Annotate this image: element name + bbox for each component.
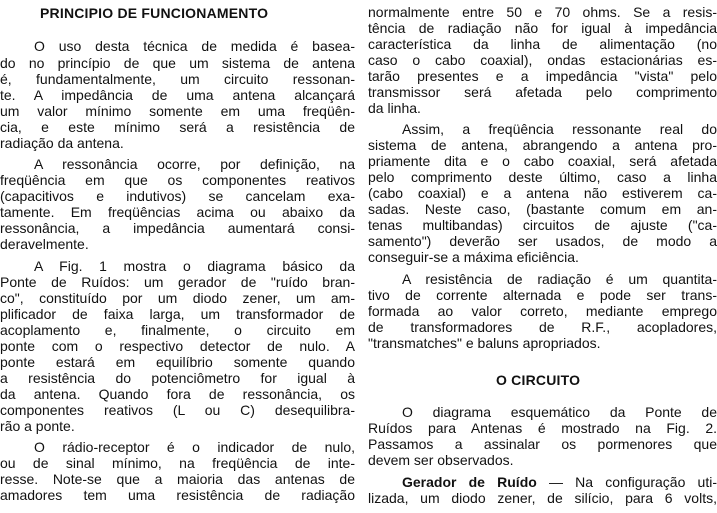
- text-line: conseguir-se a máxima eficiência.: [368, 249, 579, 265]
- text-line: co", constituído por um diodo zener, um am-: [0, 290, 355, 306]
- text-line: O uso desta técnica de medida é basea-: [34, 38, 355, 54]
- text-line: A ressonância ocorre, por definição, na: [34, 156, 355, 172]
- text-line: resse. Note-se que a maioria das antenas de: [0, 471, 355, 487]
- text-line: deravelmente.: [0, 236, 89, 252]
- text-line: devem ser observados.: [368, 452, 514, 468]
- text-line: caso o cabo coaxial), ondas estacionárias es-: [368, 52, 717, 68]
- text-line: A Fig. 1 mostra o diagrama básico da: [34, 258, 355, 274]
- text-line: (cabo coaxial) e a antena não estiverem ca-: [368, 185, 717, 201]
- text-line: sistema de antena, abrangendo a antena pro-: [368, 137, 717, 153]
- section-heading-principio: PRINCIPIO DE FUNCIONAMENTO: [40, 5, 269, 21]
- text-line: acoplamento e, finalmente, o circuito em: [0, 322, 355, 338]
- text-line: rão a ponte.: [0, 418, 75, 434]
- text-line: O rádio-receptor é o indicador de nulo,: [34, 439, 355, 455]
- text-line-rest: — Na configuração uti-: [536, 474, 717, 490]
- text-line: freqüência em que os componentes reativos: [0, 172, 355, 188]
- text-line: da linha.: [368, 100, 421, 116]
- text-line: tamente. Em freqüências acima ou abaixo da: [0, 204, 355, 220]
- text-line: te. A impedância de uma antena alcançará: [0, 87, 355, 103]
- text-line: tenas multibandas) circuitos de ajuste ("ca-: [368, 217, 717, 233]
- text-line: "transmatches" e baluns apropriados.: [368, 335, 601, 351]
- text-line: (capacitivos e indutivos) se cancelam exa-: [0, 188, 355, 204]
- text-line-subheading: [368, 474, 717, 490]
- text-line: do no princípio de que um sistema de antena: [0, 55, 355, 71]
- section-heading-circuito: O CIRCUITO: [496, 372, 581, 388]
- text-line: cia, e este mínimo será a resistência de: [0, 119, 355, 135]
- text-line: componentes reativos (L ou C) desequilibra-: [0, 402, 355, 418]
- text-line: normalmente entre 50 e 70 ohms. Se a resis-: [368, 4, 717, 20]
- text-line: A resistência de radiação é um quantita-: [402, 271, 717, 287]
- text-line: ressonância, a impedância aumentará consi-: [0, 220, 355, 236]
- inline-subheading-gerador: Gerador de Ruído: [402, 474, 537, 490]
- text-line: característica da linha de alimentação (no: [368, 36, 717, 52]
- text-line: amadores tem uma resistência de radiação: [0, 487, 355, 503]
- text-line: de transformadores de R.F., acopladores,: [368, 319, 717, 335]
- text-line: Assim, a freqüência ressonante real do: [402, 121, 717, 137]
- text-line: sadas. Neste caso, (bastante comum em an-: [368, 201, 717, 217]
- text-line: ou de sinal mínimo, na freqüência de inte-: [0, 455, 355, 471]
- text-line: Passamos a assinalar os pormenores que: [368, 436, 717, 452]
- text-line: da antena. Quando fora de ressonância, os: [0, 386, 355, 402]
- text-line: samento") deverão ser usados, de modo a: [368, 233, 717, 249]
- text-line: é, fundamentalmente, um circuito ressonan-: [0, 71, 355, 87]
- text-line: formada ao valor correto, mediante emprego: [368, 303, 717, 319]
- text-line: Ponte de Ruídos: um gerador de "ruído bran-: [0, 274, 355, 290]
- text-line: pelo comprimento deste último, caso a linha: [368, 169, 717, 185]
- text-line: um valor mínimo somente em uma freqüên-: [0, 103, 355, 119]
- text-line: ponte estará em equilíbrio somente quando: [0, 354, 355, 370]
- text-line: priamente dita e o cabo coaxial, será afetada: [368, 153, 717, 169]
- text-line: Ruídos para Antenas é mostrado na Fig. 2.: [368, 420, 717, 436]
- text-line: radiação da antena.: [0, 135, 124, 151]
- text-line: transmissor será afetada pelo comprimento: [368, 84, 717, 100]
- text-line: plificador de faixa larga, um transformador de: [0, 306, 355, 322]
- text-line: a resistência do potenciômetro for igual à: [0, 370, 355, 386]
- text-line: ponte com o respectivo detector de nulo. A: [0, 338, 355, 354]
- text-line: lizada, um diodo zener, de silício, para 6 volts,: [368, 490, 717, 506]
- text-line: tarão presentes e a impedância "vista" pelo: [368, 68, 717, 84]
- text-line: tência de radiação não for igual à impedância: [368, 20, 717, 36]
- text-line: tivo de corrente alternada e pode ser trans-: [368, 287, 717, 303]
- text-line: O diagrama esquemático da Ponte de: [402, 404, 717, 420]
